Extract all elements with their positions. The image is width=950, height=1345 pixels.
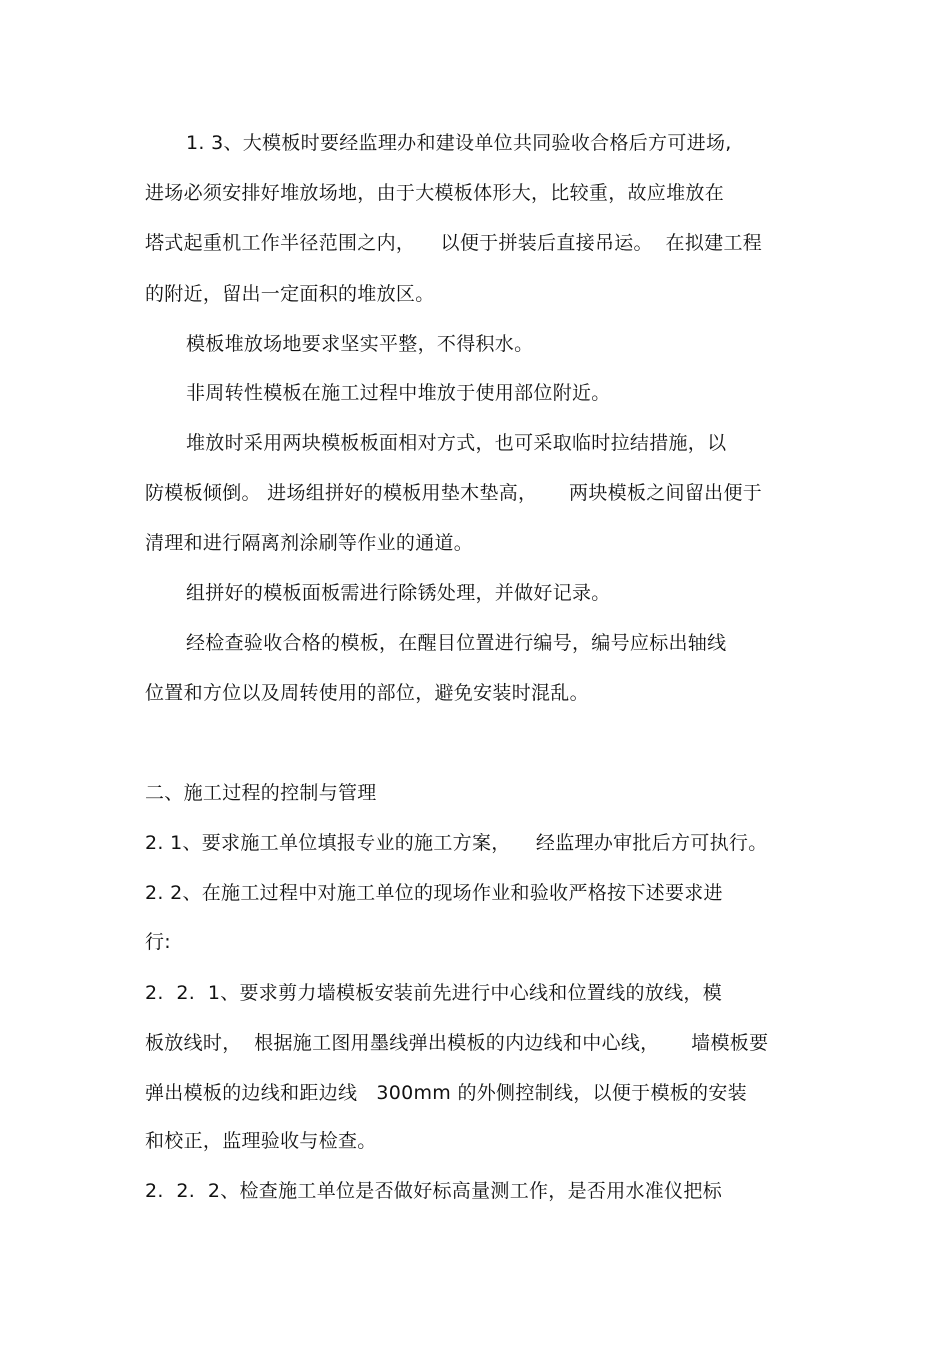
section-heading: 二、施工过程的控制与管理	[145, 782, 377, 804]
paragraph-line: 塔式起重机工作半径范围之内， 以便于拼装后直接吊运。 在拟建工程	[145, 232, 763, 254]
paragraph-line: 2. 2. 2、检查施工单位是否做好标高量测工作，是否用水准仪把标	[145, 1180, 723, 1202]
paragraph-line: 行:	[145, 931, 172, 953]
paragraph-line: 2. 2、在施工过程中对施工单位的现场作业和验收严格按下述要求进	[145, 882, 723, 904]
paragraph-line: 弹出模板的边线和距边线 300mm 的外侧控制线，以便于模板的安装	[145, 1082, 747, 1104]
paragraph-line: 堆放时采用两块模板板面相对方式，也可采取临时拉结措施，以	[186, 432, 727, 454]
paragraph-line: 清理和进行隔离剂涂刷等作业的通道。	[145, 532, 474, 554]
paragraph-line: 防模板倾倒。 进场组拼好的模板用垫木垫高， 两块模板之间留出便于	[145, 482, 763, 504]
paragraph-line-1-3-first: 1. 3、大模板时要经监理办和建设单位共同验收合格后方可进场,	[186, 132, 732, 154]
paragraph-line: 和校正，监理验收与检查。	[145, 1130, 377, 1152]
paragraph-line: 位置和方位以及周转使用的部位，避免安装时混乱。	[145, 682, 589, 704]
paragraph-line: 板放线时， 根据施工图用墨线弹出模板的内边线和中心线， 墙模板要	[145, 1032, 769, 1054]
paragraph-line: 的附近，留出一定面积的堆放区。	[145, 283, 435, 305]
paragraph-line: 非周转性模板在施工过程中堆放于使用部位附近。	[186, 382, 611, 404]
paragraph-line: 经检查验收合格的模板，在醒目位置进行编号，编号应标出轴线	[186, 632, 727, 654]
paragraph-line: 2. 1、要求施工单位填报专业的施工方案， 经监理办审批后方可执行。	[145, 832, 768, 854]
paragraph-line: 组拼好的模板面板需进行除锈处理，并做好记录。	[186, 582, 611, 604]
paragraph-line: 2. 2. 1、要求剪力墙模板安装前先进行中心线和位置线的放线，模	[145, 982, 723, 1004]
paragraph-line: 进场必须安排好堆放场地，由于大模板体形大，比较重，故应堆放在	[145, 182, 725, 204]
paragraph-line: 模板堆放场地要求坚实平整，不得积水。	[186, 333, 534, 355]
